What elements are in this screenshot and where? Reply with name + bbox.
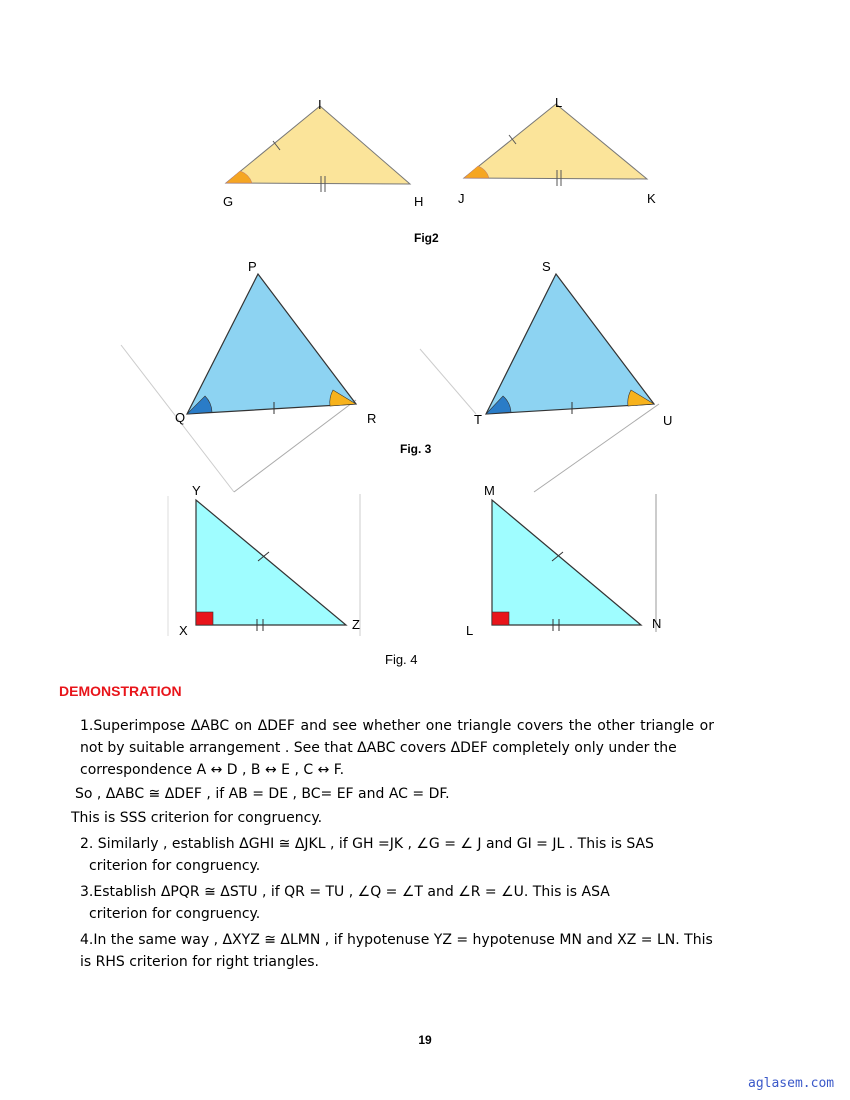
fig2-caption: Fig2 bbox=[414, 231, 439, 245]
vertex-label-r: R bbox=[367, 411, 377, 426]
vertex-label-n: N bbox=[652, 616, 662, 631]
demonstration-heading: DEMONSTRATION bbox=[59, 683, 182, 699]
vertex-label-x: X bbox=[179, 623, 188, 638]
demonstration-p4b: is RHS criterion for right triangles. bbox=[80, 954, 319, 970]
demonstration-p1-last: correspondence A ↔ D , B ↔ E , C ↔ F. bbox=[80, 762, 345, 778]
fig3-caption: Fig. 3 bbox=[400, 442, 432, 456]
demonstration-p4: 4.In the same way , ΔXYZ ≅ ΔLMN , if hypotenuse YZ = hypotenuse MN and XZ = LN. This bbox=[80, 932, 713, 948]
vertex-label-k: K bbox=[647, 191, 656, 206]
fig4-caption: Fig. 4 bbox=[385, 652, 418, 667]
vertex-label-h: H bbox=[414, 194, 424, 209]
vertex-label-y: Y bbox=[192, 483, 201, 498]
vertex-label-l: L bbox=[555, 95, 563, 110]
vertex-label-t: T bbox=[474, 412, 482, 427]
demonstration-p1b: So , ΔABC ≅ ΔDEF , if AB = DE , BC= EF and AC = DF. bbox=[75, 786, 450, 802]
demonstration-p1c: This is SSS criterion for congruency. bbox=[71, 810, 323, 826]
demonstration-p1: 1.Superimpose ΔABC on ΔDEF and see whether one triangle covers the other triangle or not by suitable arrangement . See that ΔABC covers ΔDEF completely only under the bbox=[80, 718, 714, 756]
vertex-label-p: P bbox=[248, 259, 257, 274]
vertex-label-s: S bbox=[542, 259, 551, 274]
demonstration-p2b: criterion for congruency. bbox=[89, 858, 261, 874]
page-number: 19 bbox=[418, 1033, 432, 1047]
watermark-link[interactable]: aglasem.com bbox=[748, 1076, 835, 1091]
demonstration-p3b: criterion for congruency. bbox=[89, 906, 261, 922]
vertex-label-q: Q bbox=[175, 410, 186, 425]
demonstration-p2: 2. Similarly , establish ΔGHI ≅ ΔJKL , if GH =JK , ∠G = ∠ J and GI = JL . This is SAS bbox=[80, 836, 654, 852]
vertex-label-z: Z bbox=[352, 617, 360, 632]
demonstration-p3: 3.Establish ΔPQR ≅ ΔSTU , if QR = TU , ∠Q = ∠T and ∠R = ∠U. This is ASA bbox=[80, 884, 610, 900]
vertex-label-j: J bbox=[458, 191, 465, 206]
vertex-label-m: M bbox=[484, 483, 495, 498]
vertex-label-g: G bbox=[223, 194, 234, 209]
vertex-label-i: I bbox=[318, 97, 322, 112]
vertex-label-l2: L bbox=[466, 623, 474, 638]
vertex-label-u: U bbox=[663, 413, 673, 428]
